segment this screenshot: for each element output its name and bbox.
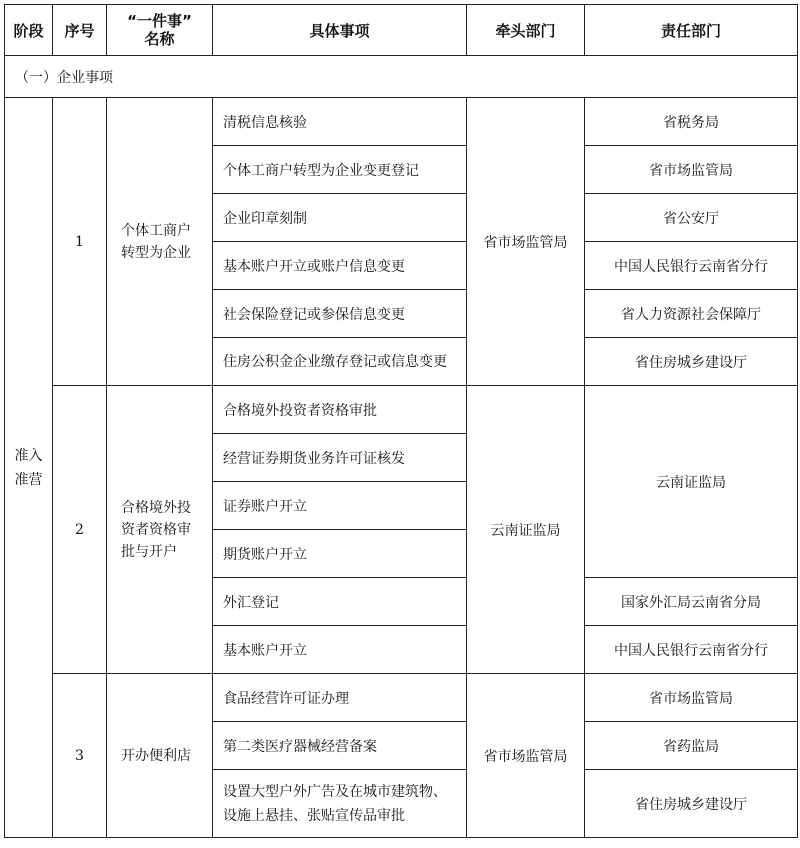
header-row (5, 5, 798, 56)
group-name: 合格境外投资者资格审批与开户 (107, 386, 213, 674)
item-cell: 社会保险登记或参保信息变更 (213, 290, 467, 338)
item-cell: 食品经营许可证办理 (213, 674, 467, 722)
resp-dept: 省药监局 (585, 722, 798, 770)
header-lead: 牵头部门 (467, 5, 585, 56)
item-cell: 第二类医疗器械经营备案 (213, 722, 467, 770)
item-cell: 经营证券期货业务许可证核发 (213, 434, 467, 482)
group-name: 个体工商户转型为企业 (107, 98, 213, 386)
item-cell: 基本账户开立 (213, 626, 467, 674)
item-cell: 合格境外投资者资格审批 (213, 386, 467, 434)
item-cell: 外汇登记 (213, 578, 467, 626)
resp-dept: 省住房城乡建设厅 (585, 770, 798, 838)
group-name: 开办便利店 (107, 674, 213, 838)
resp-dept: 国家外汇局云南省分局 (585, 578, 798, 626)
header-resp: 责任部门 (585, 5, 798, 56)
group-no: 1 (53, 98, 107, 386)
item-cell: 期货账户开立 (213, 530, 467, 578)
header-name-line1: “一件事” (127, 12, 192, 30)
item-cell: 设置大型户外广告及在城市建筑物、设施上悬挂、张贴宣传品审批 (213, 770, 467, 838)
item-cell: 证券账户开立 (213, 482, 467, 530)
resp-dept: 中国人民银行云南省分行 (585, 626, 798, 674)
lead-dept: 省市场监管局 (467, 98, 585, 386)
section-row (5, 56, 798, 98)
resp-dept: 省公安厅 (585, 194, 798, 242)
item-cell: 住房公积金企业缴存登记或信息变更 (213, 338, 467, 386)
table-row (5, 386, 798, 434)
group-no: 2 (53, 386, 107, 674)
resp-dept: 省税务局 (585, 98, 798, 146)
group-no: 3 (53, 674, 107, 838)
table-row (5, 98, 798, 146)
item-cell: 基本账户开立或账户信息变更 (213, 242, 467, 290)
resp-dept: 省住房城乡建设厅 (585, 338, 798, 386)
lead-dept: 云南证监局 (467, 386, 585, 674)
header-stage: 阶段 (5, 5, 53, 56)
header-name-line2: 名称 (144, 30, 175, 48)
resp-dept: 省市场监管局 (585, 146, 798, 194)
item-cell: 个体工商户转型为企业变更登记 (213, 146, 467, 194)
resp-dept: 省市场监管局 (585, 674, 798, 722)
header-item: 具体事项 (213, 5, 467, 56)
lead-dept: 省市场监管局 (467, 674, 585, 838)
resp-dept: 云南证监局 (585, 386, 798, 578)
item-cell: 清税信息核验 (213, 98, 467, 146)
matters-table (4, 4, 798, 838)
item-cell: 企业印章刻制 (213, 194, 467, 242)
section-title: （一）企业事项 (5, 56, 798, 98)
resp-dept: 省人力资源社会保障厅 (585, 290, 798, 338)
table-row (5, 674, 798, 722)
stage-label: 准入准营 (14, 447, 43, 488)
header-name (107, 5, 213, 56)
resp-dept: 中国人民银行云南省分行 (585, 242, 798, 290)
header-no: 序号 (53, 5, 107, 56)
stage-cell (5, 98, 53, 838)
